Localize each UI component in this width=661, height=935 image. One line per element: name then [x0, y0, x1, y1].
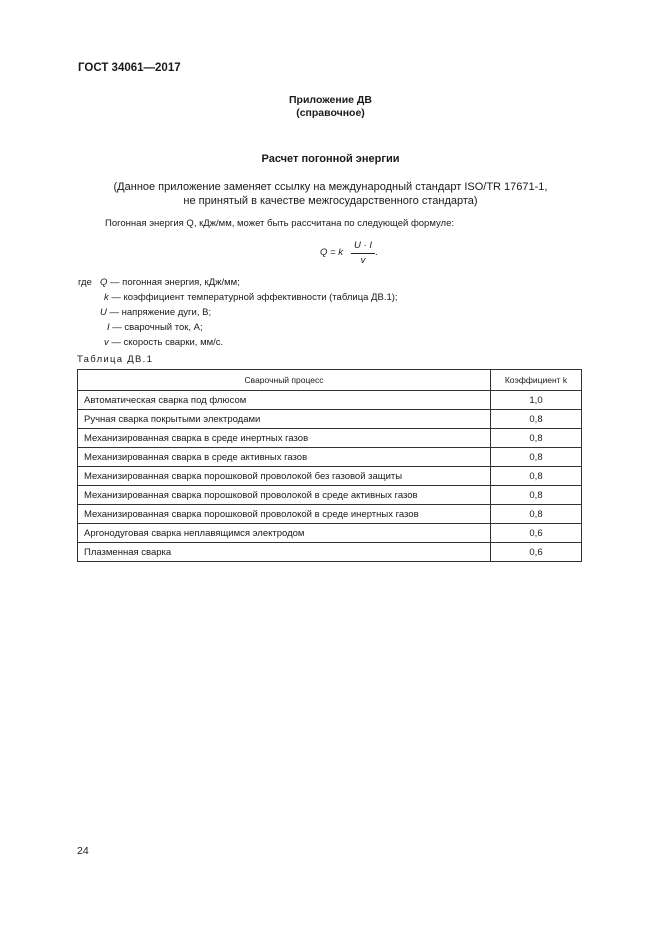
cell-coefficient: 1,0	[491, 391, 582, 410]
cell-coefficient: 0,8	[491, 429, 582, 448]
table-row	[78, 391, 582, 410]
cell-coefficient: 0,8	[491, 467, 582, 486]
table-row	[78, 448, 582, 467]
cell-coefficient: 0,8	[491, 410, 582, 429]
cell-coefficient: 0,6	[491, 543, 582, 562]
formula-denominator: v	[360, 255, 366, 266]
annex-note-line2: не принятый в качестве межгосударственного стандарта)	[183, 195, 478, 207]
annex-title: Приложение ДВ	[289, 94, 372, 106]
standard-header: ГОСТ 34061—2017	[78, 62, 181, 74]
table-caption: Таблица ДВ.1	[77, 354, 154, 365]
header-process: Сварочный процесс	[78, 370, 491, 391]
heat-input-formula	[320, 240, 440, 270]
table-header-row	[78, 370, 582, 391]
cell-process: Ручная сварка покрытыми электродами	[78, 410, 491, 429]
annex-heading: Расчет погонной энергии	[261, 153, 400, 165]
table-row	[78, 486, 582, 505]
definition-item: I — сварочный ток, А;	[107, 322, 203, 333]
formula-tail: .	[375, 247, 378, 258]
cell-coefficient: 0,8	[491, 505, 582, 524]
cell-process: Механизированная сварка порошковой проволокой без газовой защиты	[78, 467, 491, 486]
cell-process: Плазменная сварка	[78, 543, 491, 562]
header-coefficient: Коэффициент k	[491, 370, 582, 391]
definition-item: Q — погонная энергия, кДж/мм;	[100, 277, 240, 288]
table-row	[78, 524, 582, 543]
cell-coefficient: 0,6	[491, 524, 582, 543]
table-row	[78, 410, 582, 429]
coefficient-table	[77, 369, 582, 562]
definition-item: v — скорость сварки, мм/с.	[104, 337, 224, 348]
table-row	[78, 543, 582, 562]
cell-process: Механизированная сварка в среде активных газов	[78, 448, 491, 467]
cell-process: Механизированная сварка в среде инертных газов	[78, 429, 491, 448]
table-row	[78, 467, 582, 486]
cell-process: Автоматическая сварка под флюсом	[78, 391, 491, 410]
page-number: 24	[77, 845, 89, 857]
definitions-where-label: где	[78, 277, 92, 288]
formula-lhs: Q = k	[320, 247, 343, 258]
annex-note-line1: (Данное приложение заменяет ссылку на международный стандарт ISO/TR 17671-1,	[113, 181, 548, 193]
definition-item: k — коэффициент температурной эффективности (таблица ДВ.1);	[104, 292, 398, 303]
formula-numerator: U · I	[354, 240, 372, 251]
annex-type: (справочное)	[296, 107, 365, 119]
intro-paragraph: Погонная энергия Q, кДж/мм, может быть рассчитана по следующей формуле:	[105, 218, 454, 229]
formula-fraction-bar	[351, 253, 375, 254]
table-row	[78, 429, 582, 448]
definition-item: U — напряжение дуги, В;	[100, 307, 212, 318]
cell-coefficient: 0,8	[491, 448, 582, 467]
table-row	[78, 505, 582, 524]
cell-process: Механизированная сварка порошковой проволокой в среде активных газов	[78, 486, 491, 505]
cell-coefficient: 0,8	[491, 486, 582, 505]
cell-process: Механизированная сварка порошковой проволокой в среде инертных газов	[78, 505, 491, 524]
cell-process: Аргонодуговая сварка неплавящимся электродом	[78, 524, 491, 543]
